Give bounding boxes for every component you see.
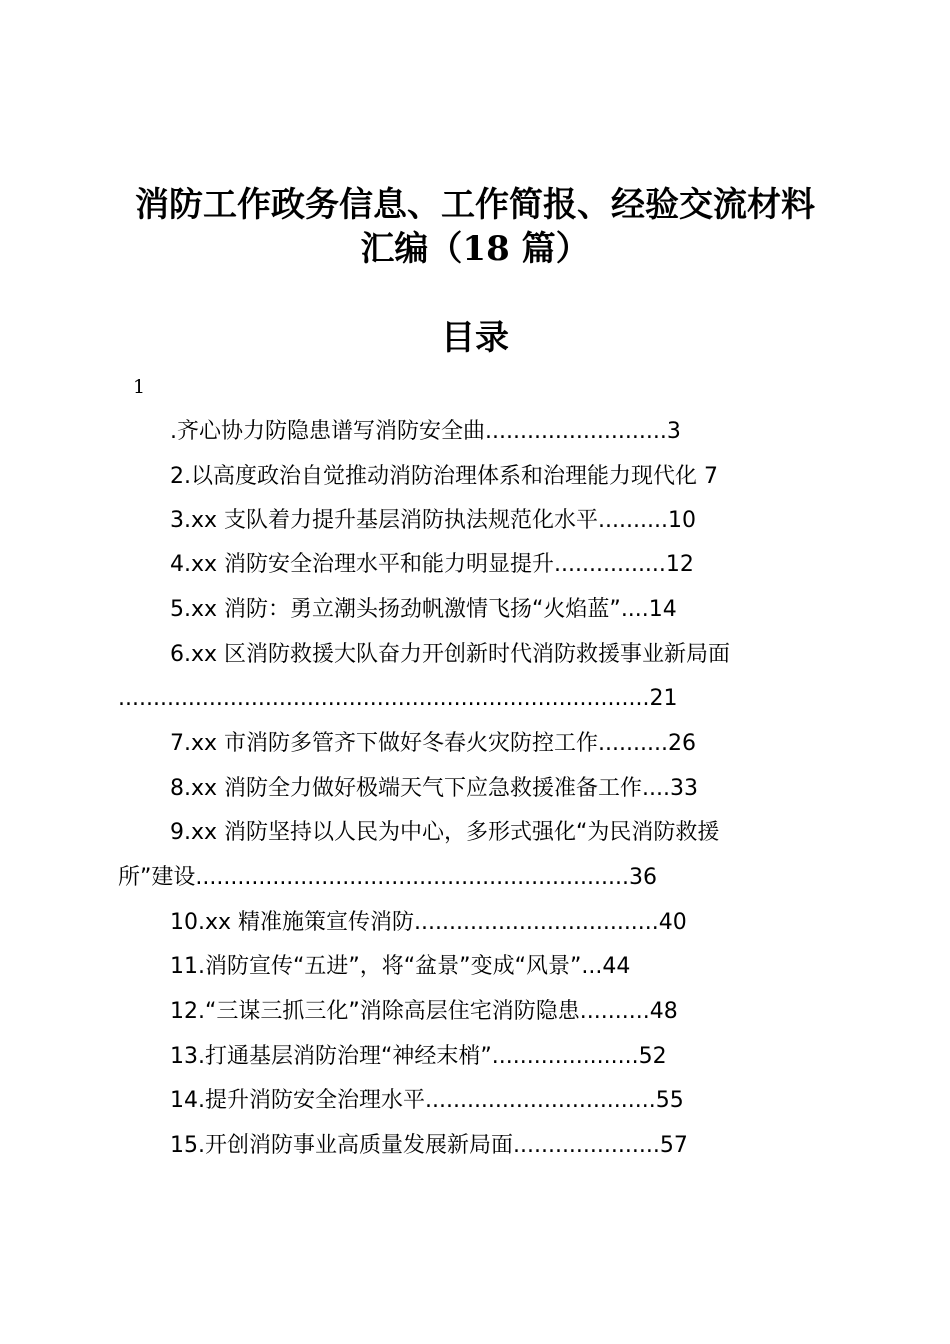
toc-entry[interactable]: 6.xx 区消防救援大队奋力开创新时代消防救援事业新局面	[170, 642, 731, 667]
toc-entry[interactable]: 15.开创消防事业高质量发展新局面.....................57	[170, 1133, 688, 1158]
toc-entry[interactable]: 8.xx 消防全力做好极端天气下应急救援准备工作....33	[170, 776, 698, 801]
toc-entry[interactable]: 7.xx 市消防多管齐下做好冬春火灾防控工作..........26	[170, 731, 696, 756]
document-title-line-1: 消防工作政务信息、工作简报、经验交流材料	[135, 185, 815, 225]
toc-entry[interactable]: 10.xx 精准施策宣传消防...................................40	[170, 910, 687, 935]
toc-entry[interactable]: 9.xx 消防坚持以人民为中心，多形式强化“为民消防救援	[170, 820, 720, 845]
toc-entry[interactable]: 11.消防宣传“五进”，将“盆景”变成“风景”...44	[170, 954, 631, 979]
toc-entry[interactable]: 12.“三谋三抓三化”消除高层住宅消防隐患..........48	[170, 999, 678, 1024]
toc-entry[interactable]: 5.xx 消防：勇立潮头扬劲帆激情飞扬“火焰蓝”....14	[170, 597, 677, 622]
toc-entry[interactable]: 4.xx 消防安全治理水平和能力明显提升................12	[170, 552, 694, 577]
toc-entry-continuation[interactable]: 所”建设..............................................................36	[118, 865, 657, 890]
toc-entry[interactable]: 3.xx 支队着力提升基层消防执法规范化水平..........10	[170, 508, 696, 533]
toc-entry[interactable]: 2.以高度政治自觉推动消防治理体系和治理能力现代化 7	[170, 464, 718, 489]
toc-entry-continuation[interactable]: ............................................................................21	[118, 686, 678, 711]
footnote-marker: 1	[133, 376, 146, 398]
toc-entry[interactable]: 13.打通基层消防治理“神经末梢”.....................52	[170, 1044, 667, 1069]
toc-entry[interactable]: .齐心协力防隐患谱写消防安全曲..........................3	[170, 419, 681, 444]
document-title-line-2: 汇编（18 篇）	[360, 229, 590, 269]
toc-heading: 目录	[441, 318, 509, 358]
toc-entry[interactable]: 14.提升消防安全治理水平.................................55	[170, 1088, 684, 1113]
